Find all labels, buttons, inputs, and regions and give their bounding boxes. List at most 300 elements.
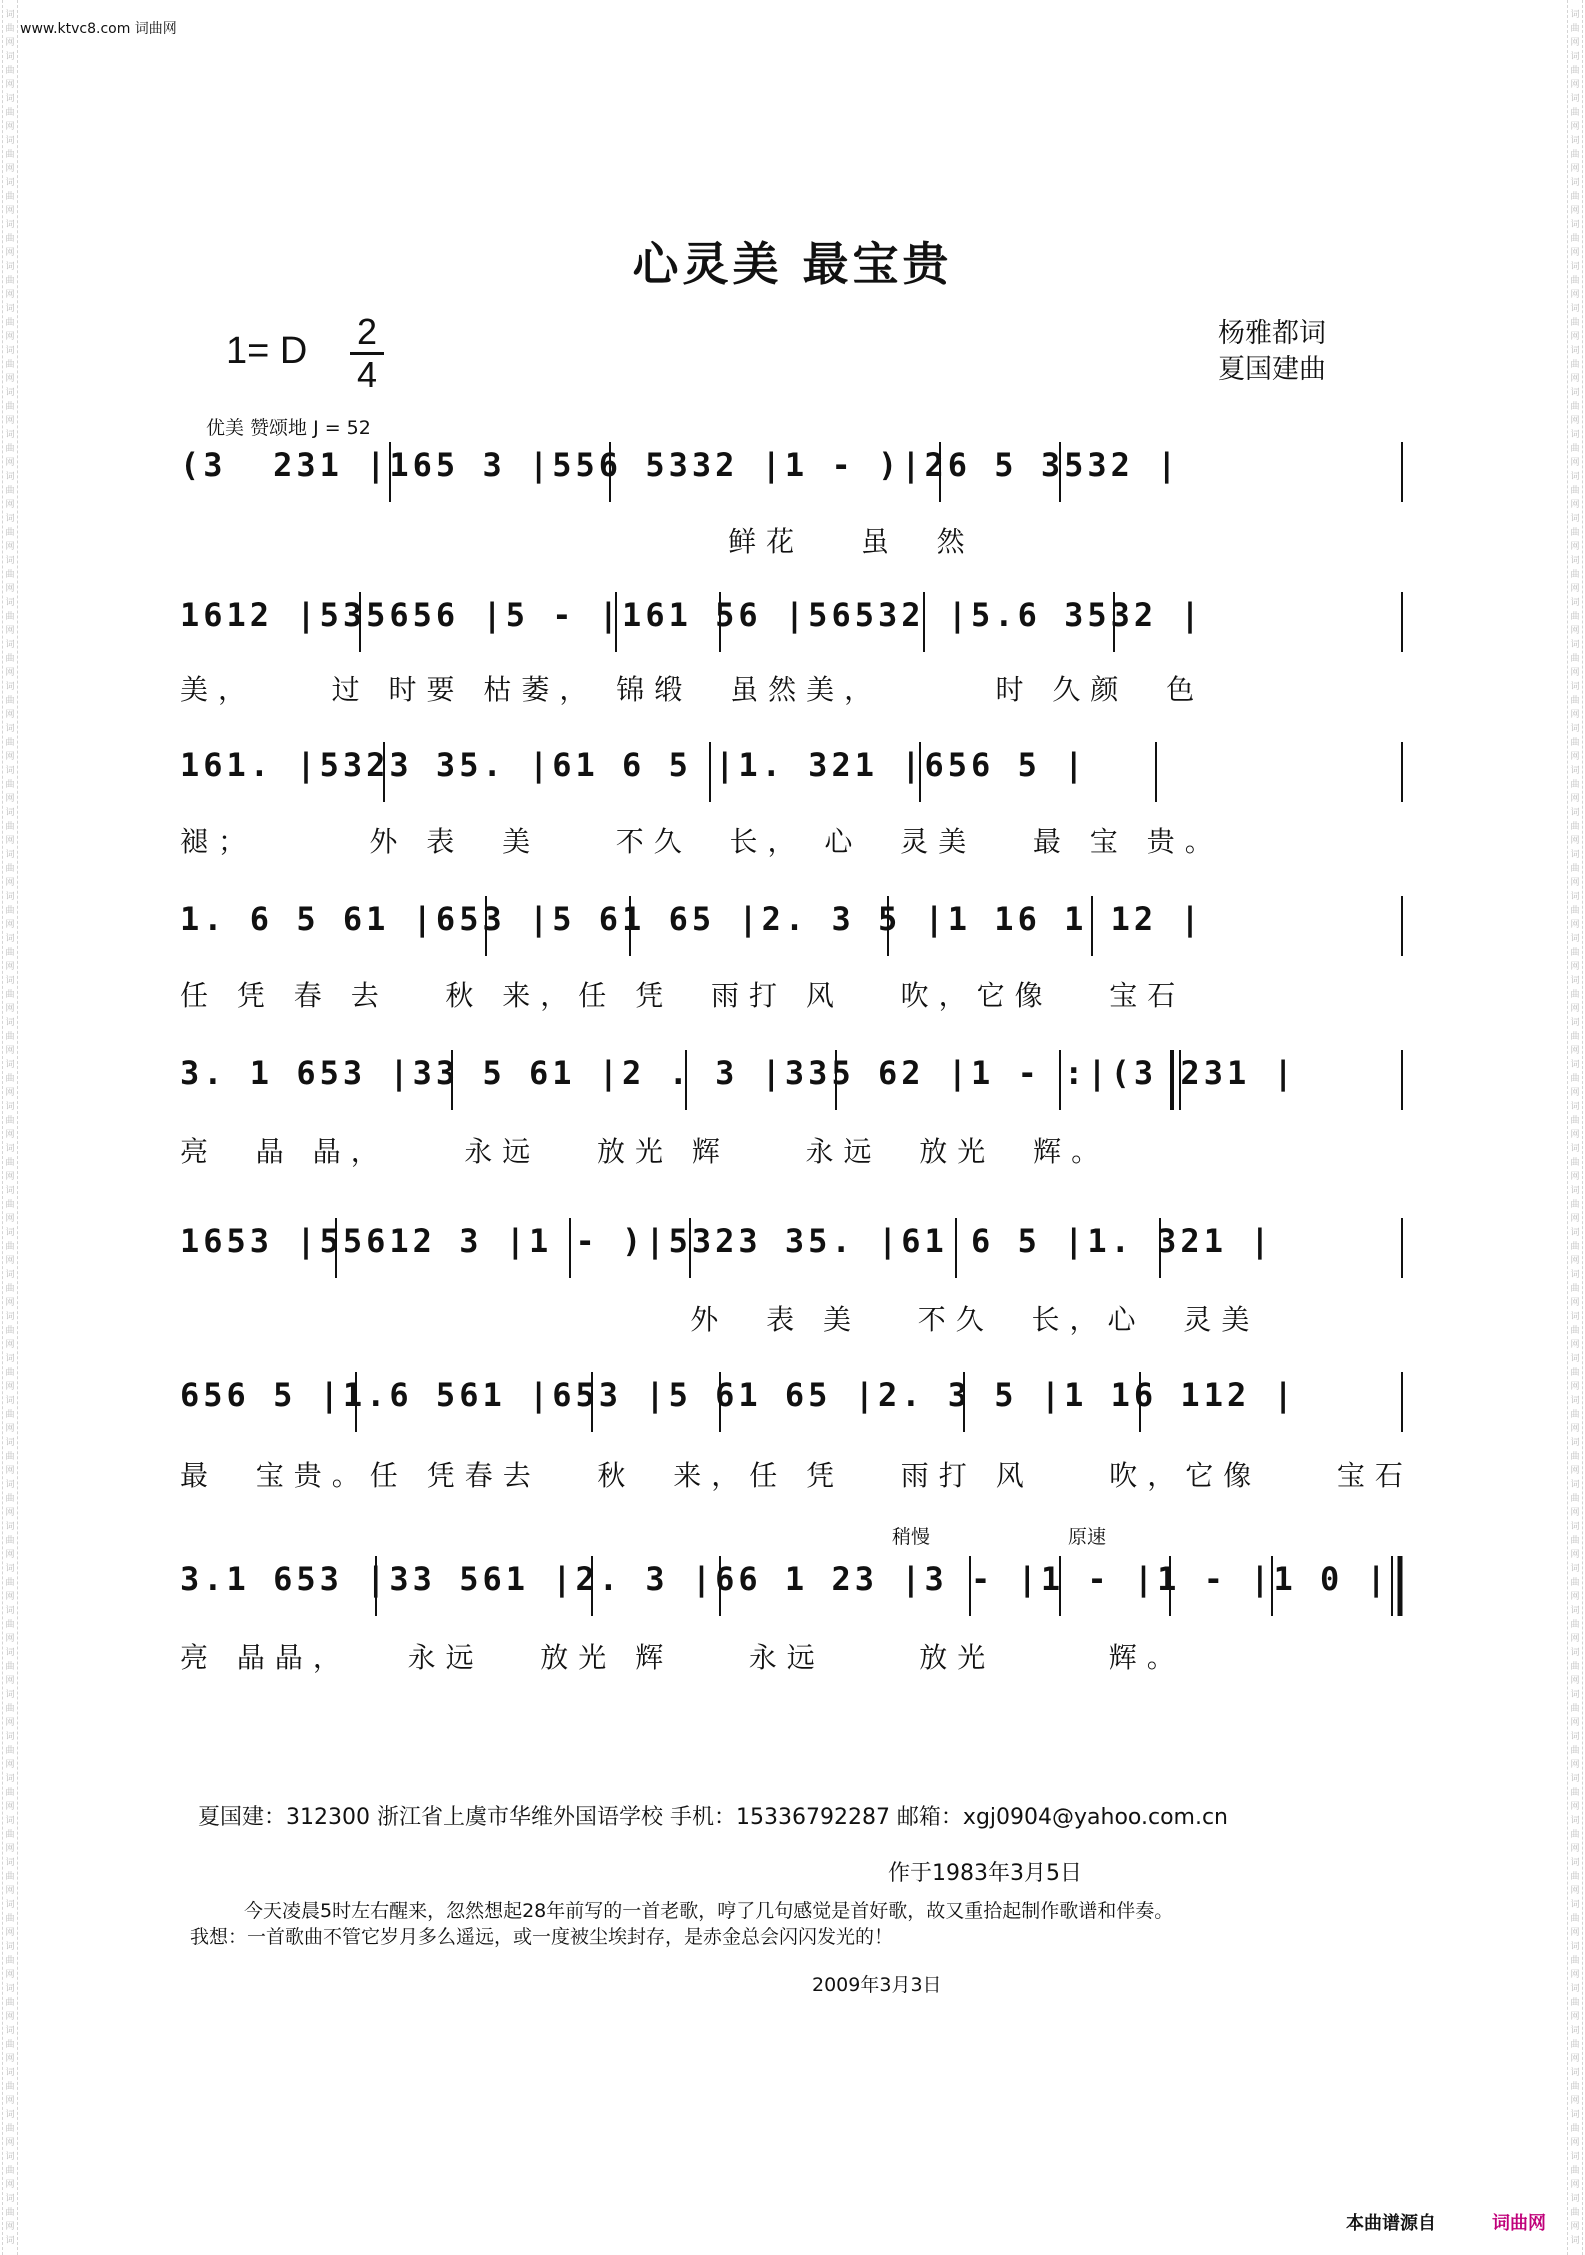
note-line-1: 今天凌晨5时左右醒来，忽然想起28年前写的一首老歌，哼了几句感觉是首好歌，故又重拾起制作歌谱和伴奏。: [244, 1900, 1174, 1922]
side-watermark-glyph: 词: [1570, 514, 1580, 524]
side-watermark-glyph: 曲: [1570, 1410, 1580, 1420]
side-watermark-glyph: 词: [5, 1354, 15, 1364]
side-watermark-glyph: 曲: [5, 1746, 15, 1756]
side-watermark-glyph: 网: [1570, 248, 1580, 258]
side-watermark-glyph: 曲: [5, 276, 15, 286]
side-watermark-glyph: 网: [1570, 626, 1580, 636]
side-watermark-glyph: 词: [5, 52, 15, 62]
side-watermark-glyph: 词: [1570, 2194, 1580, 2204]
side-watermark-glyph: 网: [1570, 920, 1580, 930]
side-watermark-glyph: 网: [1570, 836, 1580, 846]
right-watermark-strip: [1567, 0, 1583, 2255]
side-watermark-glyph: 词: [1570, 1522, 1580, 1532]
score-row-6: [180, 1222, 1405, 1282]
side-watermark-glyph: 网: [5, 1298, 15, 1308]
side-watermark-glyph: 曲: [5, 948, 15, 958]
side-watermark-glyph: 词: [5, 472, 15, 482]
side-watermark-glyph: 网: [1570, 164, 1580, 174]
side-watermark-glyph: 网: [1570, 878, 1580, 888]
side-watermark-glyph: 曲: [5, 1116, 15, 1126]
side-watermark-glyph: 曲: [5, 1452, 15, 1462]
side-watermark-glyph: 曲: [1570, 1242, 1580, 1252]
side-watermark-glyph: 词: [5, 2152, 15, 2162]
side-watermark-glyph: 网: [5, 1466, 15, 1476]
side-watermark-glyph: 曲: [1570, 738, 1580, 748]
side-watermark-glyph: 词: [1570, 2068, 1580, 2078]
row-5-notes: 3. 1 653 |33 5 61 |2 . 3 |335 62 |1 - :|(3 231 |: [180, 1054, 1297, 1092]
side-watermark-glyph: 词: [5, 1816, 15, 1826]
side-watermark-glyph: 词: [1570, 850, 1580, 860]
side-watermark-glyph: 网: [5, 2222, 15, 2232]
side-watermark-glyph: 网: [5, 1886, 15, 1896]
side-watermark-glyph: 曲: [1570, 1998, 1580, 2008]
row-5-lyrics: 亮 晶 晶， 永远 放光 辉 永远 放光 辉。: [180, 1135, 1110, 1168]
side-watermark-glyph: 曲: [5, 696, 15, 706]
side-watermark-glyph: 网: [1570, 1928, 1580, 1938]
side-watermark-glyph: 网: [1570, 1298, 1580, 1308]
side-watermark-glyph: 网: [1570, 1046, 1580, 1056]
side-watermark-glyph: 网: [1570, 206, 1580, 216]
side-watermark-glyph: 曲: [5, 1284, 15, 1294]
row-7-notes: 656 5 |1.6 561 |653 |5 61 65 |2. 3 5 |1 16 112 |: [180, 1376, 1297, 1414]
side-watermark-glyph: 词: [1570, 766, 1580, 776]
side-watermark-glyph: 网: [1570, 500, 1580, 510]
composed-date: 作于1983年3月5日: [888, 1861, 1082, 1886]
side-watermark-glyph: 曲: [5, 1788, 15, 1798]
side-watermark-glyph: 曲: [1570, 1158, 1580, 1168]
side-watermark-glyph: 曲: [5, 2040, 15, 2050]
side-watermark-glyph: 曲: [1570, 1032, 1580, 1042]
side-watermark-glyph: 词: [5, 1018, 15, 1028]
side-watermark-glyph: 网: [5, 290, 15, 300]
side-watermark-glyph: 词: [5, 850, 15, 860]
side-watermark-glyph: 词: [5, 220, 15, 230]
side-watermark-glyph: 网: [1570, 38, 1580, 48]
side-watermark-glyph: 网: [1570, 2054, 1580, 2064]
side-watermark-glyph: 曲: [5, 1032, 15, 1042]
side-watermark-glyph: 曲: [1570, 906, 1580, 916]
side-watermark-glyph: 曲: [5, 570, 15, 580]
side-watermark-glyph: 网: [1570, 668, 1580, 678]
side-watermark-glyph: 曲: [1570, 66, 1580, 76]
side-watermark-glyph: 曲: [1570, 1326, 1580, 1336]
side-watermark-glyph: 网: [5, 584, 15, 594]
side-watermark-glyph: 网: [1570, 2096, 1580, 2106]
side-watermark-glyph: 曲: [5, 1326, 15, 1336]
side-watermark-glyph: 词: [5, 808, 15, 818]
source-brand-logo[interactable]: 词曲网: [1492, 2213, 1546, 2234]
row-6-lyrics: 外 表 美 不久 长，心 灵美: [180, 1303, 1260, 1336]
side-watermark-glyph: 网: [5, 416, 15, 426]
side-watermark-glyph: 曲: [5, 1410, 15, 1420]
side-watermark-glyph: 词: [1570, 1732, 1580, 1742]
side-watermark-glyph: 曲: [5, 1074, 15, 1084]
composer: 夏国建曲: [1218, 354, 1326, 385]
side-watermark-glyph: 词: [1570, 1186, 1580, 1196]
side-watermark-glyph: 词: [5, 1732, 15, 1742]
side-watermark-glyph: 网: [5, 2096, 15, 2106]
side-watermark-glyph: 网: [1570, 1088, 1580, 1098]
side-watermark-glyph: 网: [1570, 290, 1580, 300]
side-watermark-glyph: 词: [1570, 1060, 1580, 1070]
side-watermark-glyph: 词: [1570, 1018, 1580, 1028]
side-watermark-glyph: 词: [1570, 598, 1580, 608]
side-watermark-glyph: 网: [5, 122, 15, 132]
side-watermark-glyph: 网: [5, 1634, 15, 1644]
side-watermark-glyph: 曲: [1570, 2082, 1580, 2092]
row-8-lyrics: 亮 晶晶， 永远 放光 辉 永远 放光 辉。: [180, 1641, 1185, 1674]
side-watermark-glyph: 词: [1570, 682, 1580, 692]
row-4-notes: 1. 6 5 61 |653 |5 61 65 |2. 3 5 |1 16 1 12 |: [180, 900, 1204, 938]
side-watermark-glyph: 网: [1570, 1508, 1580, 1518]
side-watermark-glyph: 曲: [5, 108, 15, 118]
side-watermark-glyph: 曲: [5, 1998, 15, 2008]
score-row-3: [180, 746, 1405, 806]
side-watermark-glyph: 网: [1570, 584, 1580, 594]
side-watermark-glyph: 词: [1570, 1774, 1580, 1784]
side-watermark-glyph: 曲: [5, 24, 15, 34]
side-watermark-glyph: 词: [5, 346, 15, 356]
side-watermark-glyph: 曲: [1570, 780, 1580, 790]
side-watermark-glyph: 词: [5, 1606, 15, 1616]
side-watermark-glyph: 曲: [5, 906, 15, 916]
side-watermark-glyph: 网: [5, 920, 15, 930]
side-watermark-glyph: 词: [5, 640, 15, 650]
side-watermark-glyph: 词: [5, 1438, 15, 1448]
side-watermark-glyph: 网: [5, 1592, 15, 1602]
row-2-lyrics: 美， 过 时要 枯萎， 锦缎 虽然美， 时 久颜 色: [180, 673, 1205, 706]
side-watermark-glyph: 词: [1570, 1270, 1580, 1280]
row-1-lyrics: 鲜花 虽 然: [180, 525, 975, 558]
side-watermark-glyph: 词: [5, 892, 15, 902]
row-2-notes: 1612 |535656 |5 - |161 56 |56532 |5.6 3532 |: [180, 596, 1204, 634]
side-watermark-glyph: 词: [1570, 52, 1580, 62]
side-watermark-glyph: 词: [1570, 1396, 1580, 1406]
side-watermark-glyph: 网: [5, 710, 15, 720]
side-watermark-glyph: 网: [5, 2054, 15, 2064]
side-watermark-glyph: 词: [1570, 178, 1580, 188]
side-watermark-glyph: 网: [5, 2138, 15, 2148]
row-3-lyrics: 褪； 外 表 美 不久 长， 心 灵美 最 宝 贵。: [180, 825, 1223, 858]
side-watermark-glyph: 曲: [5, 150, 15, 160]
song-title: 心灵美 最宝贵: [632, 237, 953, 291]
side-watermark-glyph: 网: [5, 374, 15, 384]
side-watermark-glyph: 词: [1570, 2152, 1580, 2162]
side-watermark-glyph: 词: [5, 514, 15, 524]
side-watermark-glyph: 网: [5, 878, 15, 888]
row-6-notes: 1653 |55612 3 |1 - )|5323 35. |61 6 5 |1. 321 |: [180, 1222, 1274, 1260]
side-watermark-glyph: 词: [1570, 346, 1580, 356]
lyricist: 杨雅都词: [1218, 318, 1326, 349]
side-watermark-glyph: 曲: [1570, 1830, 1580, 1840]
side-watermark-glyph: 网: [1570, 1634, 1580, 1644]
side-watermark-glyph: 曲: [5, 612, 15, 622]
side-watermark-glyph: 词: [5, 2236, 15, 2246]
side-watermark-glyph: 网: [5, 1172, 15, 1182]
side-watermark-glyph: 词: [5, 682, 15, 692]
side-watermark-glyph: 网: [1570, 962, 1580, 972]
side-watermark-glyph: 网: [1570, 1130, 1580, 1140]
side-watermark-glyph: 曲: [5, 528, 15, 538]
side-watermark-glyph: 词: [5, 1564, 15, 1574]
side-watermark-glyph: 网: [5, 1046, 15, 1056]
side-watermark-glyph: 网: [5, 2012, 15, 2022]
side-watermark-glyph: 词: [1570, 976, 1580, 986]
side-watermark-glyph: 词: [1570, 1312, 1580, 1322]
side-watermark-glyph: 曲: [1570, 1536, 1580, 1546]
side-watermark-glyph: 曲: [1570, 528, 1580, 538]
side-watermark-glyph: 词: [5, 136, 15, 146]
time-signature: [350, 312, 384, 395]
row-7-lyrics: 最 宝贵。任 凭春去 秋 来，任 凭 雨打 风 吹，它像 宝石: [180, 1459, 1413, 1492]
side-watermark-glyph: 词: [1570, 94, 1580, 104]
side-watermark-glyph: 网: [1570, 1340, 1580, 1350]
side-watermark-glyph: 词: [5, 1900, 15, 1910]
side-watermark-glyph: 曲: [1570, 654, 1580, 664]
side-watermark-glyph: 曲: [1570, 1452, 1580, 1462]
side-watermark-glyph: 网: [5, 668, 15, 678]
side-watermark-glyph: 曲: [5, 1242, 15, 1252]
tempo-change-original: 原速: [1068, 1526, 1107, 1548]
side-watermark-glyph: 网: [1570, 458, 1580, 468]
side-watermark-glyph: 曲: [5, 318, 15, 328]
side-watermark-glyph: 曲: [5, 738, 15, 748]
side-watermark-glyph: 曲: [1570, 822, 1580, 832]
side-watermark-glyph: 词: [5, 430, 15, 440]
side-watermark-glyph: 曲: [5, 1536, 15, 1546]
side-watermark-glyph: 曲: [1570, 864, 1580, 874]
side-watermark-glyph: 网: [1570, 80, 1580, 90]
side-watermark-glyph: 曲: [1570, 1578, 1580, 1588]
side-watermark-glyph: 曲: [1570, 444, 1580, 454]
side-watermark-glyph: 曲: [5, 2166, 15, 2176]
side-watermark-glyph: 曲: [5, 2082, 15, 2092]
side-watermark-glyph: 词: [1570, 2110, 1580, 2120]
side-watermark-glyph: 曲: [5, 1872, 15, 1882]
row-4-lyrics: 任 凭 春 去 秋 来，任 凭 雨打 风 吹，它像 宝石: [180, 979, 1186, 1012]
side-watermark-glyph: 网: [5, 1214, 15, 1224]
side-watermark-glyph: 词: [1570, 304, 1580, 314]
side-watermark-glyph: 曲: [1570, 1116, 1580, 1126]
side-watermark-glyph: 曲: [1570, 612, 1580, 622]
side-watermark-glyph: 网: [5, 752, 15, 762]
score-row-2: [180, 596, 1405, 656]
time-signature-top: 2: [356, 311, 378, 352]
note-date: 2009年3月3日: [812, 1974, 942, 1996]
side-watermark-glyph: 曲: [1570, 1200, 1580, 1210]
score-row-7: [180, 1376, 1405, 1436]
side-watermark-glyph: 词: [1570, 220, 1580, 230]
side-watermark-glyph: 词: [1570, 430, 1580, 440]
side-watermark-glyph: 网: [5, 332, 15, 342]
side-watermark-glyph: 网: [5, 1508, 15, 1518]
side-watermark-glyph: 词: [1570, 136, 1580, 146]
side-watermark-glyph: 词: [5, 388, 15, 398]
side-watermark-glyph: 曲: [1570, 318, 1580, 328]
side-watermark-glyph: 词: [1570, 1942, 1580, 1952]
side-watermark-glyph: 网: [5, 1004, 15, 1014]
side-watermark-glyph: 曲: [1570, 1956, 1580, 1966]
side-watermark-glyph: 词: [5, 1060, 15, 1070]
side-watermark-glyph: 网: [1570, 1550, 1580, 1560]
side-watermark-glyph: 曲: [1570, 1872, 1580, 1882]
contact-line: 夏国建：312300 浙江省上虞市华维外国语学校 手机：15336792287 邮箱：xgj0904@yahoo.com.cn: [198, 1805, 1229, 1830]
side-watermark-glyph: 网: [5, 500, 15, 510]
side-watermark-glyph: 曲: [1570, 234, 1580, 244]
side-watermark-glyph: 网: [5, 962, 15, 972]
side-watermark-glyph: 词: [5, 304, 15, 314]
side-watermark-glyph: 词: [1570, 640, 1580, 650]
side-watermark-glyph: 词: [5, 1270, 15, 1280]
side-watermark-glyph: 网: [1570, 332, 1580, 342]
side-watermark-glyph: 词: [1570, 1816, 1580, 1826]
side-watermark-glyph: 网: [1570, 1760, 1580, 1770]
side-watermark-glyph: 曲: [1570, 1704, 1580, 1714]
side-watermark-glyph: 词: [1570, 1102, 1580, 1112]
side-watermark-glyph: 词: [5, 2026, 15, 2036]
side-watermark-glyph: 曲: [5, 990, 15, 1000]
side-watermark-glyph: 词: [5, 1228, 15, 1238]
side-watermark-glyph: 曲: [5, 66, 15, 76]
side-watermark-glyph: 词: [5, 1984, 15, 1994]
side-watermark-glyph: 词: [5, 1858, 15, 1868]
side-watermark-glyph: 网: [1570, 2012, 1580, 2022]
side-watermark-glyph: 网: [5, 80, 15, 90]
side-watermark-glyph: 网: [1570, 1970, 1580, 1980]
side-watermark-glyph: 网: [1570, 1382, 1580, 1392]
side-watermark-glyph: 网: [1570, 1172, 1580, 1182]
side-watermark-glyph: 曲: [5, 360, 15, 370]
score-row-1: [180, 446, 1405, 506]
side-watermark-glyph: 词: [1570, 1438, 1580, 1448]
side-watermark-glyph: 网: [1570, 794, 1580, 804]
score-row-8: [180, 1560, 1414, 1620]
side-watermark-glyph: 词: [5, 1396, 15, 1406]
side-watermark-glyph: 词: [1570, 1648, 1580, 1658]
side-watermark-glyph: 曲: [1570, 1746, 1580, 1756]
side-watermark-glyph: 词: [1570, 262, 1580, 272]
side-watermark-glyph: 网: [1570, 752, 1580, 762]
source-label: 本曲谱源自: [1346, 2213, 1436, 2234]
side-watermark-glyph: 网: [5, 1424, 15, 1434]
side-watermark-glyph: 词: [1570, 1606, 1580, 1616]
side-watermark-glyph: 曲: [5, 234, 15, 244]
side-watermark-glyph: 曲: [5, 1704, 15, 1714]
side-watermark-glyph: 词: [5, 10, 15, 20]
side-watermark-glyph: 曲: [1570, 276, 1580, 286]
side-watermark-glyph: 网: [1570, 2222, 1580, 2232]
score-row-4: [180, 900, 1405, 960]
side-watermark-glyph: 网: [5, 1802, 15, 1812]
side-watermark-glyph: 曲: [5, 1578, 15, 1588]
side-watermark-glyph: 网: [5, 248, 15, 258]
side-watermark-glyph: 网: [5, 458, 15, 468]
side-watermark-glyph: 曲: [5, 1494, 15, 1504]
side-watermark-glyph: 网: [1570, 1886, 1580, 1896]
side-watermark-glyph: 曲: [5, 1368, 15, 1378]
side-watermark-glyph: 网: [5, 1970, 15, 1980]
side-watermark-glyph: 词: [1570, 2236, 1580, 2246]
side-watermark-glyph: 网: [1570, 710, 1580, 720]
side-watermark-glyph: 网: [5, 836, 15, 846]
side-watermark-glyph: 词: [5, 598, 15, 608]
side-watermark-glyph: 词: [1570, 808, 1580, 818]
side-watermark-glyph: 曲: [5, 1662, 15, 1672]
side-watermark-glyph: 词: [5, 766, 15, 776]
side-watermark-glyph: 曲: [1570, 2124, 1580, 2134]
side-watermark-glyph: 曲: [5, 2124, 15, 2134]
side-watermark-glyph: 网: [5, 1382, 15, 1392]
side-watermark-glyph: 曲: [1570, 486, 1580, 496]
side-watermark-glyph: 曲: [5, 654, 15, 664]
side-watermark-glyph: 曲: [1570, 1494, 1580, 1504]
side-watermark-glyph: 网: [5, 1760, 15, 1770]
side-watermark-glyph: 曲: [1570, 360, 1580, 370]
side-watermark-glyph: 词: [1570, 556, 1580, 566]
side-watermark-glyph: 曲: [1570, 570, 1580, 580]
side-watermark-glyph: 曲: [1570, 1620, 1580, 1630]
side-watermark-glyph: 网: [5, 1340, 15, 1350]
site-header: www.ktvc8.com 词曲网: [20, 21, 177, 37]
side-watermark-glyph: 词: [5, 1144, 15, 1154]
side-watermark-glyph: 曲: [1570, 1074, 1580, 1084]
side-watermark-glyph: 曲: [1570, 1914, 1580, 1924]
side-watermark-glyph: 曲: [5, 486, 15, 496]
side-watermark-glyph: 曲: [1570, 2040, 1580, 2050]
row-3-notes: 161. |5323 35. |61 6 5 |1. 321 |656 5 |: [180, 746, 1088, 784]
side-watermark-glyph: 网: [5, 1676, 15, 1686]
side-watermark-glyph: 词: [1570, 2026, 1580, 2036]
side-watermark-glyph: 曲: [5, 864, 15, 874]
side-watermark-glyph: 曲: [1570, 192, 1580, 202]
side-watermark-glyph: 曲: [5, 1956, 15, 1966]
side-watermark-glyph: 网: [1570, 1424, 1580, 1434]
side-watermark-glyph: 曲: [1570, 402, 1580, 412]
side-watermark-glyph: 网: [1570, 1718, 1580, 1728]
side-watermark-glyph: 词: [5, 1942, 15, 1952]
side-watermark-glyph: 词: [5, 556, 15, 566]
credits: [1218, 316, 1326, 388]
side-watermark-glyph: 词: [1570, 1144, 1580, 1154]
side-watermark-glyph: 网: [1570, 2138, 1580, 2148]
side-watermark-glyph: 词: [1570, 1480, 1580, 1490]
side-watermark-glyph: 曲: [1570, 1662, 1580, 1672]
side-watermark-glyph: 网: [5, 1256, 15, 1266]
side-watermark-glyph: 曲: [5, 1620, 15, 1630]
row-8-notes: 3.1 653 |33 561 |2. 3 |66 1 23 |3 - |1 - |1 - |1 0 ||: [180, 1560, 1414, 1598]
side-watermark-glyph: 网: [1570, 1592, 1580, 1602]
side-watermark-glyph: 曲: [5, 1914, 15, 1924]
side-watermark-glyph: 词: [1570, 934, 1580, 944]
side-watermark-glyph: 词: [5, 976, 15, 986]
side-watermark-glyph: 曲: [5, 402, 15, 412]
side-watermark-glyph: 词: [5, 262, 15, 272]
side-watermark-glyph: 网: [5, 1130, 15, 1140]
side-watermark-glyph: 网: [5, 794, 15, 804]
side-watermark-glyph: 词: [1570, 472, 1580, 482]
side-watermark-glyph: 网: [5, 206, 15, 216]
left-watermark-strip: [2, 0, 18, 2255]
key-signature: 1= D: [226, 330, 308, 372]
side-watermark-glyph: 词: [5, 1480, 15, 1490]
side-watermark-glyph: 曲: [1570, 1284, 1580, 1294]
side-watermark-glyph: 词: [1570, 892, 1580, 902]
side-watermark-glyph: 网: [5, 1718, 15, 1728]
side-watermark-glyph: 网: [1570, 122, 1580, 132]
side-watermark-glyph: 词: [1570, 1984, 1580, 1994]
side-watermark-glyph: 词: [1570, 388, 1580, 398]
side-watermark-glyph: 曲: [1570, 108, 1580, 118]
